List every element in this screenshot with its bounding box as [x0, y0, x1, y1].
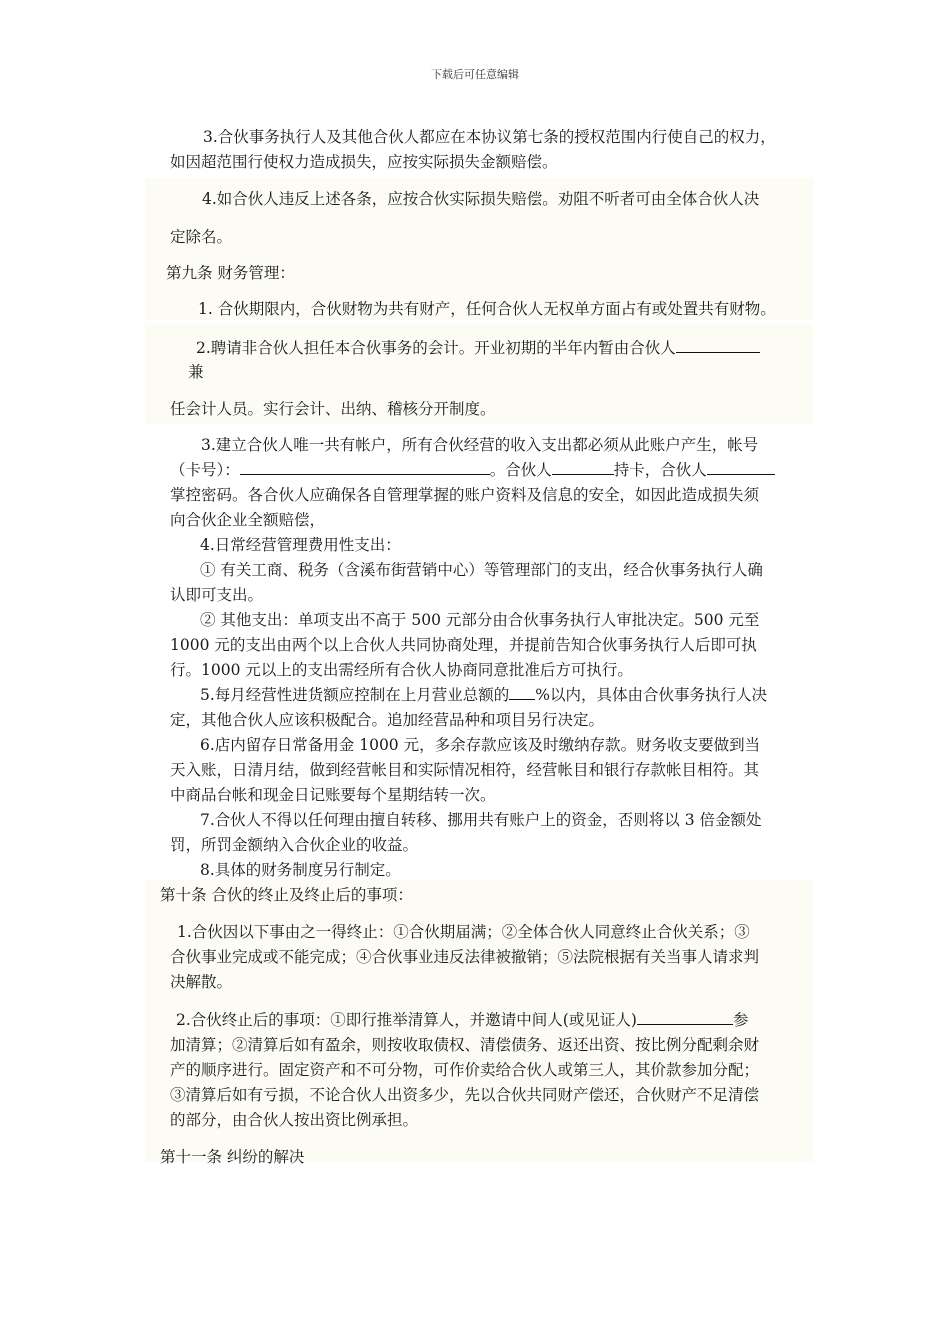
paragraph-line: 中商品台帐和现金日记账要每个星期结转一次。 — [170, 786, 496, 804]
page-header: 下载后可任意编辑 — [431, 68, 519, 81]
paragraph-line: 3.建立合伙人唯一共有帐户，所有合伙经营的收入支出都必须从此账户产生，帐号 — [201, 436, 759, 454]
paragraph-line: 产的顺序进行。固定资产和不可分物，可作价卖给合伙人或第三人，其价款参加分配； — [170, 1061, 760, 1079]
paragraph-line: 认即可支出。 — [170, 586, 264, 604]
paragraph-line: 如因超范围行使权力造成损失，应按实际损失金额赔偿。 — [170, 153, 558, 171]
section-heading: 第十一条 纠纷的解决 — [160, 1148, 305, 1166]
paragraph-line: ① 有关工商、税务（含溪布街营销中心）等管理部门的支出，经合伙事务执行人确 — [200, 561, 763, 579]
paragraph-line: 向合伙企业全额赔偿， — [170, 511, 326, 529]
paragraph-line: 1000 元的支出由两个以上合伙人共同协商处理，并提前告知合伙事务执行人后即可执 — [170, 636, 757, 654]
text-segment: 持卡，合伙人 — [613, 461, 707, 479]
paragraph-line: 1.合伙因以下事由之一得终止：①合伙期届满；②全体合伙人同意终止合伙关系；③ — [177, 923, 750, 941]
text-segment: 参 — [732, 1011, 749, 1029]
paragraph-line: 罚，所罚金额纳入合伙企业的收益。 — [170, 836, 419, 854]
fill-in-blank — [509, 684, 535, 700]
paragraph-line: 8.具体的财务制度另行制定。 — [200, 861, 401, 879]
paragraph-line: 7.合伙人不得以任何理由擅自转移、挪用共有账户上的资金，否则将以 3 倍金额处 — [200, 811, 762, 829]
paragraph-line: 定除名。 — [170, 228, 233, 246]
paragraph-line: 4.如合伙人违反上述各条，应按合伙实际损失赔偿。劝阻不听者可由全体合伙人决 — [202, 190, 760, 208]
paragraph-line: 4.日常经营管理费用性支出： — [200, 536, 401, 554]
fill-in-blank — [552, 459, 614, 475]
text-segment: 2.合伙终止后的事项：①即行推举清算人，并邀请中间人(或见证人) — [176, 1011, 637, 1029]
text-segment: 。合伙人 — [489, 461, 552, 479]
paragraph-line: 6.店内留存日常备用金 1000 元，多余存款应该及时缴纳存款。财务收支要做到当 — [200, 736, 761, 754]
fill-in-blank — [240, 459, 490, 475]
text-segment: 2.聘请非合伙人担任本合伙事务的会计。开业初期的半年内暂由合伙人 — [196, 339, 676, 357]
text-segment: %以内，具体由合伙事务执行人决 — [535, 686, 768, 704]
paragraph-line: 天入账，日清月结，做到经营帐目和实际情况相符，经营帐目和银行存款帐目相符。其 — [170, 761, 760, 779]
paragraph-line: 掌控密码。各合伙人应确保各自管理掌握的账户资料及信息的安全，如因此造成损失须 — [170, 486, 760, 504]
paragraph-line: 3.合伙事务执行人及其他合伙人都应在本协议第七条的授权范围内行使自己的权力， — [203, 128, 776, 146]
section-heading: 第十条 合伙的终止及终止后的事项： — [160, 886, 413, 904]
paragraph-line — [176, 1008, 748, 1032]
text-segment: 5.每月经营性进货额应控制在上月营业总额的 — [200, 686, 510, 704]
section-heading: 第九条 财务管理： — [166, 264, 295, 282]
paragraph-line — [196, 336, 760, 360]
paragraph-line: 兼 — [188, 363, 204, 381]
paragraph-line: 的部分，由合伙人按出资比例承担。 — [170, 1111, 419, 1129]
paragraph-line: 1. 合伙期限内，合伙财物为共有财产，任何合伙人无权单方面占有或处置共有财物。 — [198, 300, 776, 318]
paragraph-line: 行。1000 元以上的支出需经所有合伙人协商同意批准后方可执行。 — [170, 661, 633, 679]
text-segment: （卡号）： — [170, 461, 240, 479]
fill-in-blank — [676, 337, 760, 353]
paragraph-line: 合伙事业完成或不能完成；④合伙事业违反法律被撤销；⑤法院根据有关当事人请求判 — [170, 948, 760, 966]
paragraph-line: 决解散。 — [170, 973, 233, 991]
paragraph-line — [170, 458, 775, 482]
paragraph-line — [200, 683, 767, 707]
paragraph-line: ② 其他支出：单项支出不高于 500 元部分由合伙事务执行人审批决定。500 元至 — [200, 611, 760, 629]
paragraph-line: ③清算后如有亏损，不论合伙人出资多少，先以合伙共同财产偿还，合伙财产不足清偿 — [170, 1086, 760, 1104]
paragraph-line: 定，其他合伙人应该积极配合。追加经营品种和项目另行决定。 — [170, 711, 605, 729]
fill-in-blank — [707, 459, 775, 475]
paragraph-line: 任会计人员。实行会计、出纳、稽核分开制度。 — [170, 400, 496, 418]
paragraph-line: 加清算；②清算后如有盈余，则按收取债权、清偿债务、返还出资、按比例分配剩余财 — [170, 1036, 760, 1054]
fill-in-blank — [637, 1009, 733, 1025]
